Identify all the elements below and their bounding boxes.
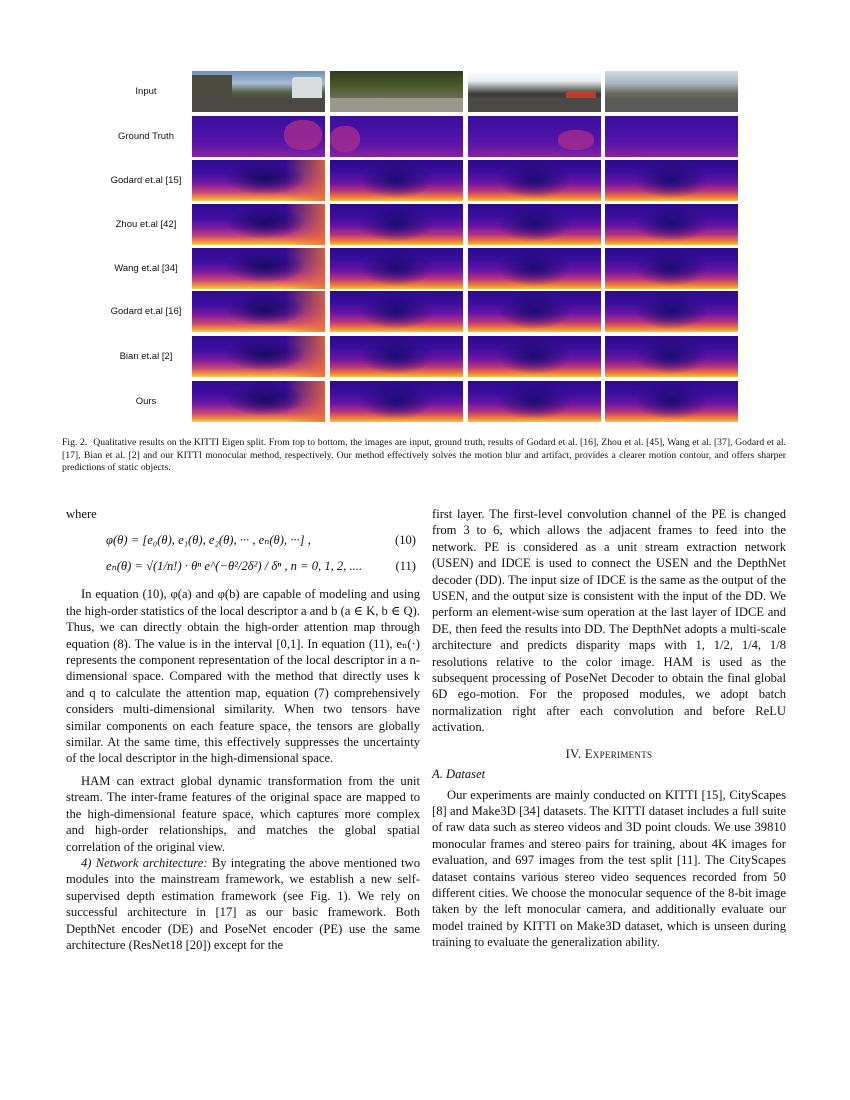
depth-map [330,116,463,157]
caption-text: Qualitative results on the KITTI Eigen split. From top to bottom, the images are input, ground truth, results of Godard et al. [16], Zhou et al. [45], Wang et al. [37], Godard et al. [17], Bian et al. [2] and our KITTI monocular method, respectively. Our method effectively solves the motion blur and artifact, provides a clearer motion contour, and offers sharper predictions of static objects. [62,437,786,473]
depth-map [605,336,738,377]
equation-11-number: (11) [395,559,416,574]
figure-row-ground-truth [100,116,740,157]
depth-map [192,116,325,157]
depth-map [605,204,738,245]
figure-row-godard-15 [100,160,740,201]
paragraph-network-architecture [66,855,420,953]
depth-map [330,160,463,201]
caption-label: Fig. 2. [62,437,88,448]
input-image [330,71,463,112]
row-label: Input [135,86,157,97]
row-label: Godard et.al [15] [110,175,182,186]
figure-row-input [100,71,740,112]
depth-map [192,291,325,332]
depth-map [330,204,463,245]
depth-map [330,248,463,289]
depth-map [468,204,601,245]
input-image [468,71,601,112]
paragraph: first layer. The first-level convolution channel of the PE is changed from 3 to 6, which allows the adjacent frames to feed into the network. PE is considered as a unit stream extraction network (USEN) and IDCE is used to connect the USEN and the DepthNet decoder (DD). The input size of IDCE is the same as the output of the USEN, and the output size is consistent with the input of the DD. We perform an element-wise sum operation at the last layer of IDCE and DE, then feed the results into DD. The DepthNet adopts a multi-scale architecture and predicts disparity maps with 1, 1/2, 1/4, 1/8 resolutions relative to the color image. HAM is used as the subsequent processing of PoseNet Decoder to obtain the final global 6D ego-motion. For the proposed modules, we adopt batch normalization right after each convolution and before ReLU activation. [432,507,786,735]
figure-row-zhou-42 [100,204,740,245]
depth-map [192,248,325,289]
figure-caption [62,437,786,475]
depth-map [192,336,325,377]
left-column [66,506,420,953]
row-label: Godard et.al [16] [110,306,182,317]
depth-map [330,291,463,332]
depth-map [192,160,325,201]
row-label: Ours [135,396,157,407]
equation-10-body: φ(θ) = [e₀(θ), e₁(θ), e₂(θ), ··· , eₙ(θ), ···] , [106,533,311,548]
depth-map [468,248,601,289]
row-label: Ground Truth [118,131,174,142]
depth-map [468,336,601,377]
depth-map [605,248,738,289]
row-label: Bian et.al [2] [119,351,173,362]
depth-map [468,116,601,157]
equation-11 [66,554,420,580]
row-label: Wang et.al [34] [114,263,178,274]
depth-map [330,381,463,422]
depth-map [605,160,738,201]
row-label: Zhou et.al [42] [115,219,177,230]
paragraph: Our experiments are mainly conducted on KITTI [15], CityScapes [8] and Make3D [34] datasets. The KITTI dataset includes a full suite of raw data such as stereo videos and 3D point clouds. We use 39810 monocular frames and stereo pairs for training, about 4K images for evaluation, and 697 images from the test split [11]. The CityScapes dataset contains various stereo video sequences recorded from 50 different cities. We choose the monocular sequence of the 8-bit image taken by the left monocular camera, and additionally evaluate our model trained by KITTI on Make3D dataset, which is unseen during training to evaluate the generalization ability. [432,787,786,950]
section-title: IV. Experiments [565,746,653,761]
figure-row-ours [100,381,740,422]
paragraph-title: 4) Network architecture: [81,855,208,870]
figure-row-wang-34 [100,248,740,289]
paragraph-text: By integrating the above mentioned two modules into the mainstream framework, we establish a new self-supervised depth estimation framework (see Fig. 1). We rely on successful architecture in [17] as our basic framework. Both DepthNet encoder (DE) and PoseNet encoder (PE) use the same architecture (ResNet18 [20]) except for the [66,855,420,952]
paragraph: In equation (10), φ(a) and φ(b) are capable of modeling and using the high-order statistics of the local descriptor a and b (a ∈ K, b ∈ Q). Thus, we can directly obtain the high-order attention map through equation (8). The value is in the interval [0,1]. In equation (11), eₙ(·) represents the component representation of the local descriptor in a n-dimensional space. Compared with the method that directly uses k and q to calculate the attention map, equation (7) comprehensively considers multi-dimensional similarity. When two tensors have similar components on each feature space, the tensors are globally similar. At the same time, this effectively suppresses the uncertainty of the local descriptor in the high-dimensional space. [66,587,420,766]
depth-map [605,291,738,332]
paragraph: HAM can extract global dynamic transformation from the unit stream. The inter-frame features of the original space are mapped to the high-dimensional feature space, which captures more complex and high-order relationships, and matches the global spatial correlation of the original view. [66,773,420,854]
depth-map [468,291,601,332]
right-column [432,506,786,951]
subsection-title: A. Dataset [432,767,486,782]
depth-map [468,381,601,422]
depth-map [468,160,601,201]
depth-map [192,204,325,245]
equation-11-body: eₙ(θ) = √(1/n!) · θⁿ e^(−θ²/2δ²) / δⁿ , n = 0, 1, 2, .... [106,559,363,574]
depth-map [330,336,463,377]
where-text: where [66,507,97,521]
depth-map [192,381,325,422]
equation-10-number: (10) [395,533,416,548]
depth-map [605,116,738,157]
figure-row-bian-2 [100,336,740,377]
equation-10 [66,528,420,554]
input-image [605,71,738,112]
input-image [192,71,325,112]
figure-row-godard-16 [100,291,740,332]
depth-map [605,381,738,422]
